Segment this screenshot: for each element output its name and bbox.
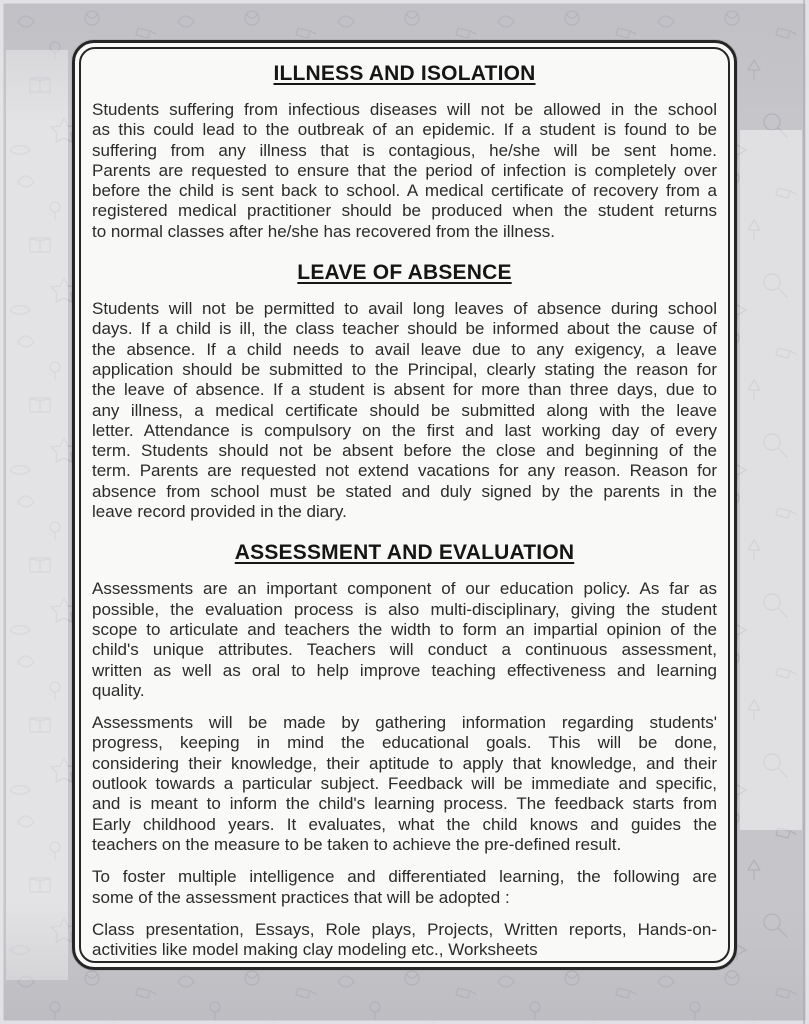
text-line: any illness, a medical certificate should be submitted along with the leave	[92, 400, 717, 420]
text-line: some of the assessment practices that will be adopted :	[92, 887, 510, 907]
text-line: progress, keeping in mind the educational goals. This will be done,	[92, 733, 717, 753]
text-line: activities like model making clay modeling etc., Worksheets	[92, 940, 538, 960]
section-assessment-and-evaluation	[92, 540, 717, 960]
text-line: outlook towards a particular subject. Feedback will be immediate and specific,	[92, 774, 717, 794]
text-line: absence from school must be stated and duly signed by the parents in the	[92, 481, 717, 501]
text-line: the leave of absence. If a student is absent for more than three days, due to	[92, 380, 717, 400]
text-line: as this could lead to the outbreak of an epidemic. If a student is found to be	[92, 120, 717, 140]
content-card	[72, 40, 737, 970]
section-heading: ILLNESS AND ISOLATION	[273, 62, 536, 85]
text-line: To foster multiple intelligence and differentiated learning, the following are	[92, 867, 717, 887]
text-line: Assessments will be made by gathering information regarding students'	[92, 713, 717, 733]
text-line: scope to articulate and teachers the width to form an impartial opinion of the	[92, 619, 717, 639]
paragraph	[92, 299, 717, 522]
content-card-inner-border	[79, 47, 730, 963]
text-line: days. If a child is ill, the class teacher should be informed about the cause of	[92, 319, 717, 339]
text-line: teachers on the measure to be taken to achieve the pre-defined result.	[92, 834, 622, 854]
text-line: and is meant to inform the child's learning process. The feedback starts from	[92, 794, 717, 814]
paragraph	[92, 920, 717, 961]
section-leave-of-absence	[92, 260, 717, 522]
paragraph	[92, 867, 717, 908]
text-line: suffering from any illness that is contagious, he/she will be sent home.	[92, 140, 717, 160]
section-heading: ASSESSMENT AND EVALUATION	[234, 541, 575, 565]
text-line: term. Parents are requested not extend vacations for any reason. Reason for	[92, 461, 717, 481]
text-line: Students suffering from infectious diseases will not be allowed in the school	[92, 100, 717, 119]
paragraph	[92, 100, 717, 242]
section-illness-and-isolation	[92, 61, 717, 242]
text-line: quality.	[92, 680, 145, 700]
text-line: Assessments are an important component of our education policy. As far as	[92, 579, 717, 599]
text-line: Early childhood years. It evaluates, what the child knows and guides the	[92, 814, 717, 834]
paragraph	[92, 579, 717, 701]
text-line: application should be submitted to the Principal, clearly stating the reason for	[92, 359, 717, 379]
text-line: to normal classes after he/she has recovered from the illness.	[92, 221, 555, 241]
text-line: considering their knowledge, their aptitude to apply that knowledge, and their	[92, 753, 717, 773]
section-heading: LEAVE OF ABSENCE	[297, 261, 512, 285]
text-line: the absence. If a child needs to avail leave due to any exigency, a leave	[92, 339, 717, 359]
text-line: term. Students should not be absent before the close and beginning of the	[92, 441, 717, 461]
paragraph	[92, 713, 717, 855]
text-line: registered medical practitioner should be produced when the student returns	[92, 201, 717, 221]
text-line: leave record provided in the diary.	[92, 502, 347, 522]
text-line: before the child is sent back to school. A medical certificate of recovery from a	[92, 181, 717, 201]
text-line: written as well as oral to help improve teaching effectiveness and learning	[92, 660, 717, 680]
text-line: Class presentation, Essays, Role plays, Projects, Written reports, Hands-on-	[92, 919, 717, 939]
text-line: letter. Attendance is compulsory on the first and last working day of every	[92, 420, 717, 440]
text-line: possible, the evaluation process is also multi-disciplinary, giving the student	[92, 599, 717, 619]
text-line: Students will not be permitted to avail long leaves of absence during school	[92, 299, 717, 319]
text-line: child's unique attributes. Teachers will conduct a continuous assessment,	[92, 640, 717, 660]
text-line: Parents are requested to ensure that the period of infection is completely over	[92, 160, 717, 180]
